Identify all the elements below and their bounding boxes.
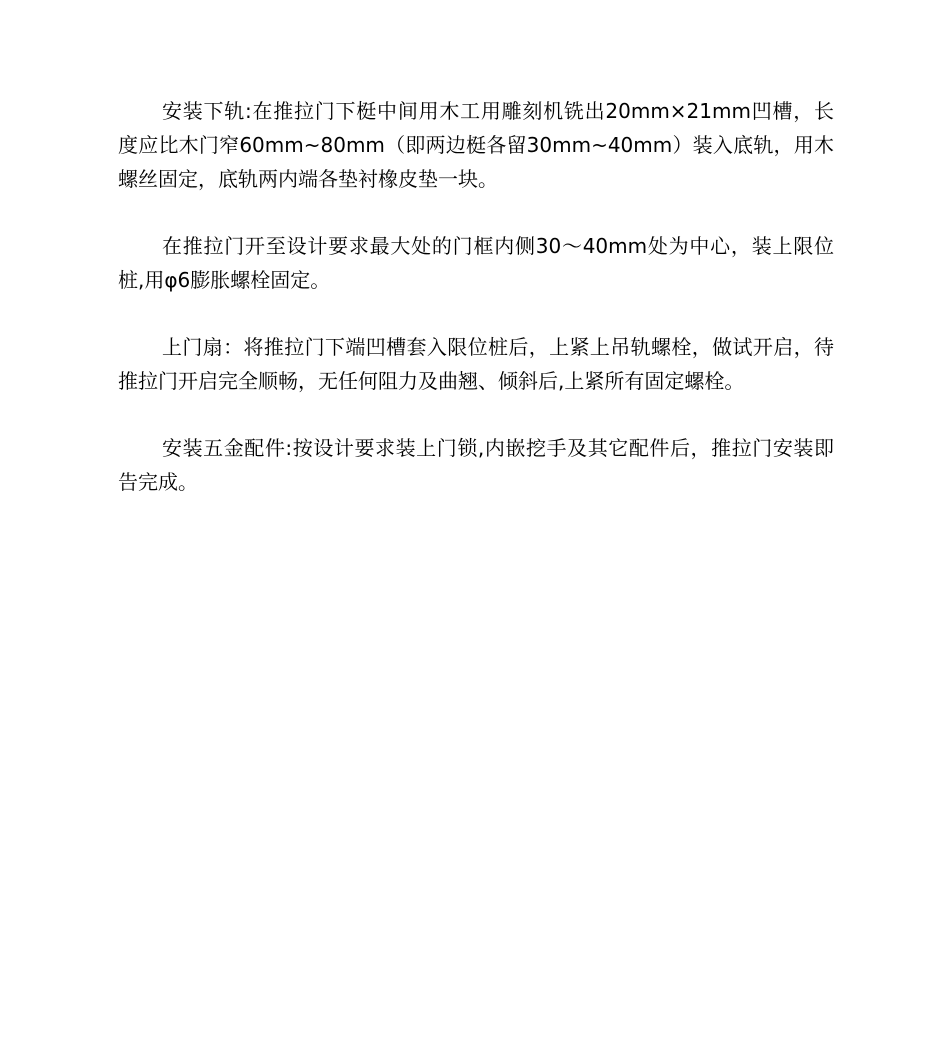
- document-body: [118, 94, 834, 532]
- paragraph-hang-door-leaf: 上门扇：将推拉门下端凹槽套入限位桩后，上紧上吊轨螺栓，做试开启，待推拉门开启完全顺畅，无任何阻力及曲翘、倾斜后,上紧所有固定螺栓。: [118, 335, 834, 393]
- paragraph-install-bottom-rail: 安装下轨:在推拉门下梃中间用木工用雕刻机铣出20mm×21mm凹槽，长度应比木门窄60mm~80mm（即两边梃各留30mm~40mm）装入底轨，用木螺丝固定，底轨两内端各垫衬橡皮垫一块。: [118, 99, 834, 191]
- paragraph-install-limit-post: 在推拉门开至设计要求最大处的门框内侧30～40mm处为中心，装上限位桩,用φ6膨胀螺栓固定。: [118, 234, 834, 292]
- paragraph-install-hardware: 安装五金配件:按设计要求装上门锁,内嵌挖手及其它配件后，推拉门安装即告完成。: [118, 436, 834, 494]
